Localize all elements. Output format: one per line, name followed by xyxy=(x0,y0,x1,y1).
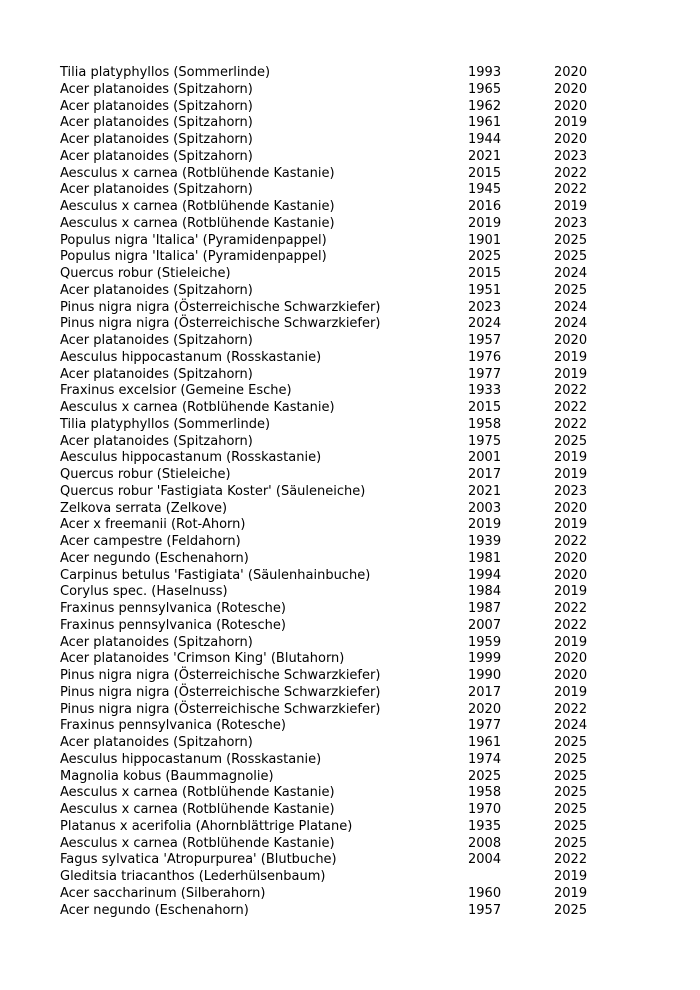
species-cell: Acer negundo (Eschenahorn) xyxy=(60,550,249,566)
table-row xyxy=(60,166,614,183)
year-first-cell: 2016 xyxy=(468,199,502,214)
species-cell: Aesculus x carnea (Rotblühende Kastanie) xyxy=(60,802,335,817)
year-first-cell: 2008 xyxy=(468,835,502,851)
year-first-cell: 1951 xyxy=(468,282,502,298)
year-first-cell: 1984 xyxy=(468,584,502,600)
table-row xyxy=(60,903,614,920)
year-second-cell: 2019 xyxy=(554,869,588,884)
year-first-cell: 2015 xyxy=(468,266,502,281)
table-row xyxy=(60,802,614,819)
species-cell: Acer platanoides (Spitzahorn) xyxy=(60,433,253,449)
year-first-cell: 1959 xyxy=(468,634,502,650)
species-cell: Zelkova serrata (Zelkove) xyxy=(60,500,228,516)
year-first-cell: 2015 xyxy=(468,165,502,181)
year-first-cell: 1976 xyxy=(468,349,502,365)
year-second-cell: 2022 xyxy=(554,601,588,616)
species-cell: Aesculus hippocastanum (Rosskastanie) xyxy=(60,450,322,466)
year-second-cell: 2025 xyxy=(554,282,588,298)
species-cell: Acer platanoides (Spitzahorn) xyxy=(60,81,253,97)
table-row xyxy=(60,886,614,903)
table-row xyxy=(60,132,614,149)
species-cell: Acer platanoides (Spitzahorn) xyxy=(60,148,253,164)
year-first-cell: 1935 xyxy=(468,818,502,834)
year-second-cell: 2019 xyxy=(554,467,588,482)
year-second-cell: 2025 xyxy=(554,768,588,784)
year-second-cell: 2025 xyxy=(554,735,588,750)
year-second-cell: 2022 xyxy=(554,400,588,415)
year-second-cell: 2022 xyxy=(554,165,588,181)
year-second-cell: 2025 xyxy=(554,249,588,265)
year-second-cell: 2020 xyxy=(554,651,588,667)
species-cell: Aesculus x carnea (Rotblühende Kastanie) xyxy=(60,165,335,181)
table-row xyxy=(60,216,614,233)
year-second-cell: 2024 xyxy=(554,718,588,734)
year-first-cell: 2004 xyxy=(468,852,502,868)
year-first-cell: 1990 xyxy=(468,668,502,683)
species-cell: Pinus nigra nigra (Österreichische Schwarzkiefer) xyxy=(60,668,381,683)
table-row xyxy=(60,601,614,618)
year-first-cell: 1901 xyxy=(468,232,502,248)
year-first-cell: 1993 xyxy=(468,65,502,80)
species-cell: Aesculus x carnea (Rotblühende Kastanie) xyxy=(60,785,335,801)
year-second-cell: 2023 xyxy=(554,215,588,231)
year-first-cell: 2015 xyxy=(468,400,502,415)
year-second-cell: 2020 xyxy=(554,132,588,147)
year-second-cell: 2019 xyxy=(554,517,588,533)
year-second-cell: 2019 xyxy=(554,634,588,650)
species-cell: Platanus x acerifolia (Ahornblättrige Platane) xyxy=(60,818,353,834)
table-row xyxy=(60,149,614,166)
year-second-cell: 2025 xyxy=(554,818,588,834)
species-cell: Acer platanoides (Spitzahorn) xyxy=(60,115,253,131)
year-first-cell: 1977 xyxy=(468,366,502,382)
species-cell: Gleditsia triacanthos (Lederhülsenbaum) xyxy=(60,869,326,884)
year-first-cell: 2025 xyxy=(468,249,502,265)
species-cell: Acer campestre (Feldahorn) xyxy=(60,534,241,549)
species-cell: Acer platanoides (Spitzahorn) xyxy=(60,634,253,650)
year-second-cell: 2022 xyxy=(554,852,588,868)
year-second-cell: 2022 xyxy=(554,617,588,633)
species-cell: Acer platanoides (Spitzahorn) xyxy=(60,98,253,114)
species-cell: Pinus nigra nigra (Österreichische Schwarzkiefer) xyxy=(60,701,381,717)
year-first-cell: 1974 xyxy=(468,751,502,767)
species-cell: Acer x freemanii (Rot-Ahorn) xyxy=(60,517,246,533)
species-cell: Acer platanoides 'Crimson King' (Blutahorn) xyxy=(60,651,345,667)
table-row xyxy=(60,584,614,601)
table-row xyxy=(60,316,614,333)
species-cell: Aesculus x carnea (Rotblühende Kastanie) xyxy=(60,215,335,231)
table-row xyxy=(60,82,614,99)
table-row xyxy=(60,635,614,652)
year-first-cell: 1933 xyxy=(468,383,502,399)
year-second-cell: 2022 xyxy=(554,416,588,432)
table-row xyxy=(60,551,614,568)
species-cell: Carpinus betulus 'Fastigiata' (Säulenhainbuche) xyxy=(60,567,371,583)
species-cell: Aesculus x carnea (Rotblühende Kastanie) xyxy=(60,199,335,214)
table-row xyxy=(60,199,614,216)
year-first-cell: 1970 xyxy=(468,802,502,817)
table-row xyxy=(60,367,614,384)
species-cell: Acer platanoides (Spitzahorn) xyxy=(60,132,253,147)
table-row xyxy=(60,534,614,551)
table-row xyxy=(60,718,614,735)
year-first-cell: 2023 xyxy=(468,299,502,315)
table-row xyxy=(60,383,614,400)
table-row xyxy=(60,752,614,769)
year-second-cell: 2020 xyxy=(554,668,588,683)
species-cell: Quercus robur 'Fastigiata Koster' (Säuleneiche) xyxy=(60,483,366,499)
year-first-cell xyxy=(468,869,554,886)
year-first-cell: 2025 xyxy=(468,768,502,784)
year-second-cell: 2023 xyxy=(554,483,588,499)
table-row xyxy=(60,819,614,836)
year-second-cell: 2020 xyxy=(554,333,588,348)
year-first-cell: 1957 xyxy=(468,333,502,348)
year-second-cell: 2022 xyxy=(554,182,588,198)
table-row xyxy=(60,467,614,484)
year-first-cell: 1981 xyxy=(468,550,502,566)
table-row xyxy=(60,769,614,786)
year-first-cell: 1975 xyxy=(468,433,502,449)
tree-list-table xyxy=(60,65,614,919)
species-cell: Acer platanoides (Spitzahorn) xyxy=(60,333,253,348)
species-cell: Corylus spec. (Haselnuss) xyxy=(60,584,228,600)
year-second-cell: 2020 xyxy=(554,65,588,80)
table-row xyxy=(60,785,614,802)
year-second-cell: 2019 xyxy=(554,885,588,901)
year-second-cell: 2025 xyxy=(554,802,588,817)
species-cell: Fraxinus pennsylvanica (Rotesche) xyxy=(60,718,286,734)
year-second-cell: 2019 xyxy=(554,584,588,600)
year-second-cell: 2019 xyxy=(554,199,588,214)
table-row xyxy=(60,333,614,350)
table-row xyxy=(60,434,614,451)
year-first-cell: 2017 xyxy=(468,467,502,482)
year-first-cell: 1939 xyxy=(468,534,502,549)
species-cell: Pinus nigra nigra (Österreichische Schwarzkiefer) xyxy=(60,299,381,315)
year-second-cell: 2024 xyxy=(554,266,588,281)
year-second-cell: 2019 xyxy=(554,450,588,466)
table-row xyxy=(60,65,614,82)
year-first-cell: 2019 xyxy=(468,517,502,533)
table-row xyxy=(60,618,614,635)
year-first-cell: 1962 xyxy=(468,98,502,114)
year-second-cell: 2025 xyxy=(554,433,588,449)
table-row xyxy=(60,115,614,132)
species-cell: Acer saccharinum (Silberahorn) xyxy=(60,885,266,901)
table-row xyxy=(60,517,614,534)
table-row xyxy=(60,836,614,853)
species-cell: Fagus sylvatica 'Atropurpurea' (Blutbuche) xyxy=(60,852,337,868)
table-row xyxy=(60,501,614,518)
species-cell: Pinus nigra nigra (Österreichische Schwarzkiefer) xyxy=(60,684,381,700)
species-cell: Aesculus x carnea (Rotblühende Kastanie) xyxy=(60,835,335,851)
year-second-cell: 2020 xyxy=(554,98,588,114)
species-cell: Tilia platyphyllos (Sommerlinde) xyxy=(60,416,271,432)
table-row xyxy=(60,735,614,752)
species-cell: Populus nigra 'Italica' (Pyramidenpappel) xyxy=(60,232,327,248)
species-cell: Acer platanoides (Spitzahorn) xyxy=(60,366,253,382)
species-cell: Tilia platyphyllos (Sommerlinde) xyxy=(60,65,271,80)
year-first-cell: 2001 xyxy=(468,450,502,466)
year-first-cell: 1958 xyxy=(468,416,502,432)
species-cell: Fraxinus excelsior (Gemeine Esche) xyxy=(60,383,292,399)
year-first-cell: 2003 xyxy=(468,500,502,516)
table-row xyxy=(60,702,614,719)
table-row xyxy=(60,450,614,467)
year-first-cell: 1961 xyxy=(468,115,502,131)
table-row xyxy=(60,99,614,116)
year-second-cell: 2019 xyxy=(554,684,588,700)
table-row xyxy=(60,266,614,283)
year-first-cell: 1945 xyxy=(468,182,502,198)
year-first-cell: 1987 xyxy=(468,601,502,616)
tree-list-body xyxy=(60,65,614,919)
table-row xyxy=(60,300,614,317)
year-first-cell: 2021 xyxy=(468,483,502,499)
table-row xyxy=(60,283,614,300)
year-second-cell: 2024 xyxy=(554,316,588,332)
year-second-cell: 2025 xyxy=(554,835,588,851)
year-second-cell: 2020 xyxy=(554,567,588,583)
year-first-cell: 1977 xyxy=(468,718,502,734)
species-cell: Aesculus hippocastanum (Rosskastanie) xyxy=(60,751,322,767)
year-second-cell: 2025 xyxy=(554,751,588,767)
table-row xyxy=(60,233,614,250)
year-second-cell: 2020 xyxy=(554,500,588,516)
year-first-cell: 2019 xyxy=(468,215,502,231)
year-first-cell: 2017 xyxy=(468,684,502,700)
species-cell: Populus nigra 'Italica' (Pyramidenpappel) xyxy=(60,249,327,265)
year-first-cell: 2020 xyxy=(468,701,502,717)
year-second-cell: 2022 xyxy=(554,701,588,717)
table-row xyxy=(60,249,614,266)
species-cell: Fraxinus pennsylvanica (Rotesche) xyxy=(60,617,286,633)
table-row xyxy=(60,852,614,869)
year-second-cell: 2022 xyxy=(554,383,588,399)
species-cell: Acer platanoides (Spitzahorn) xyxy=(60,735,253,750)
table-row xyxy=(60,668,614,685)
year-second-cell: 2019 xyxy=(554,349,588,365)
year-first-cell: 2007 xyxy=(468,617,502,633)
year-first-cell: 1960 xyxy=(468,885,502,901)
species-cell: Acer platanoides (Spitzahorn) xyxy=(60,282,253,298)
table-row xyxy=(60,869,614,886)
species-cell: Quercus robur (Stieleiche) xyxy=(60,467,231,482)
table-row xyxy=(60,350,614,367)
year-second-cell: 2025 xyxy=(554,902,588,918)
table-row xyxy=(60,484,614,501)
species-cell: Acer negundo (Eschenahorn) xyxy=(60,902,249,918)
year-first-cell: 1958 xyxy=(468,785,502,801)
year-first-cell: 1965 xyxy=(468,81,502,97)
year-first-cell: 1961 xyxy=(468,735,502,750)
table-row xyxy=(60,400,614,417)
year-second-cell: 2025 xyxy=(554,785,588,801)
table-row xyxy=(60,568,614,585)
year-second-cell: 2020 xyxy=(554,550,588,566)
table-row xyxy=(60,685,614,702)
species-cell: Aesculus hippocastanum (Rosskastanie) xyxy=(60,349,322,365)
table-row xyxy=(60,651,614,668)
species-cell: Pinus nigra nigra (Österreichische Schwarzkiefer) xyxy=(60,316,381,332)
year-second-cell: 2023 xyxy=(554,148,588,164)
species-cell: Fraxinus pennsylvanica (Rotesche) xyxy=(60,601,286,616)
year-second-cell: 2020 xyxy=(554,81,588,97)
year-first-cell: 1999 xyxy=(468,651,502,667)
table-row xyxy=(60,417,614,434)
species-cell: Acer platanoides (Spitzahorn) xyxy=(60,182,253,198)
species-cell: Quercus robur (Stieleiche) xyxy=(60,266,231,281)
year-second-cell: 2019 xyxy=(554,115,588,131)
year-second-cell: 2022 xyxy=(554,534,588,549)
year-second-cell: 2019 xyxy=(554,366,588,382)
species-cell: Magnolia kobus (Baummagnolie) xyxy=(60,768,274,784)
year-first-cell: 2024 xyxy=(468,316,502,332)
year-first-cell: 2021 xyxy=(468,148,502,164)
species-cell: Aesculus x carnea (Rotblühende Kastanie) xyxy=(60,400,335,415)
year-second-cell: 2024 xyxy=(554,299,588,315)
year-second-cell: 2025 xyxy=(554,232,588,248)
year-first-cell: 1957 xyxy=(468,902,502,918)
year-first-cell: 1994 xyxy=(468,567,502,583)
year-first-cell: 1944 xyxy=(468,132,502,147)
table-row xyxy=(60,182,614,199)
